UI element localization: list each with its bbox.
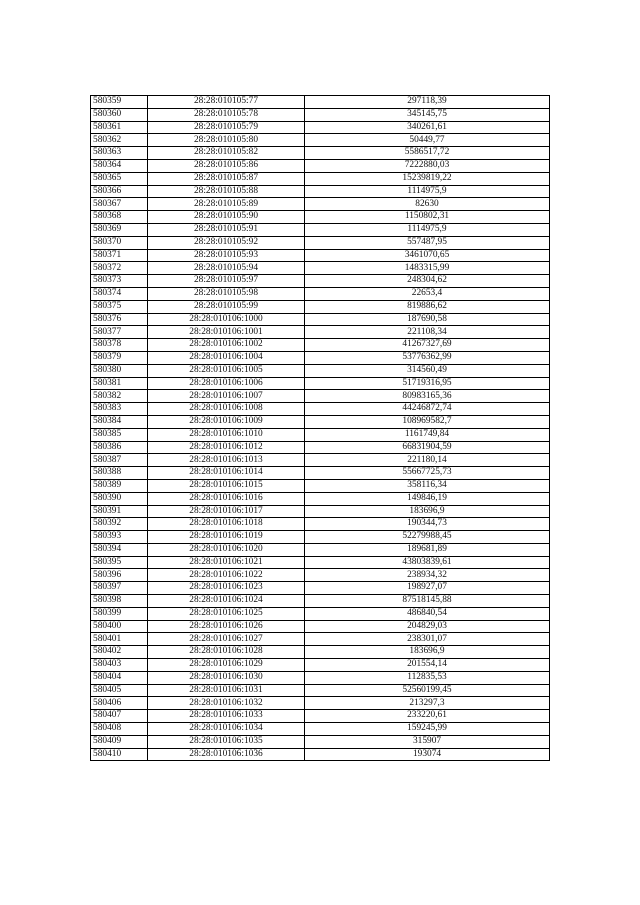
row-number-cell: 580371: [91, 249, 148, 262]
cadastral-value-cell: 82630: [305, 198, 550, 211]
cadastral-number-cell: 28:28:010106:1016: [148, 492, 305, 505]
table-row: [91, 121, 550, 134]
table-row: [91, 300, 550, 313]
table-row: [91, 185, 550, 198]
table-row: [91, 531, 550, 544]
table-row: [91, 147, 550, 160]
row-number-cell: 580407: [91, 710, 148, 723]
row-number-cell: 580404: [91, 671, 148, 684]
cadastral-value-cell: 297118,39: [305, 96, 550, 109]
table-row: [91, 710, 550, 723]
cadastral-number-cell: 28:28:010106:1029: [148, 659, 305, 672]
table-row: [91, 595, 550, 608]
cadastral-value-cell: 213297,3: [305, 697, 550, 710]
table-row: [91, 326, 550, 339]
row-number-cell: 580384: [91, 415, 148, 428]
row-number-cell: 580400: [91, 620, 148, 633]
cadastral-value-cell: 238934,32: [305, 569, 550, 582]
cadastral-value-cell: 44246872,74: [305, 403, 550, 416]
cadastral-number-cell: 28:28:010105:90: [148, 211, 305, 224]
table-row: [91, 659, 550, 672]
table-row: [91, 454, 550, 467]
table-row: [91, 441, 550, 454]
table-row: [91, 543, 550, 556]
row-number-cell: 580395: [91, 556, 148, 569]
table-body: [91, 96, 550, 761]
cadastral-value-cell: 189681,89: [305, 543, 550, 556]
table-row: [91, 313, 550, 326]
table-row: [91, 748, 550, 761]
cadastral-number-cell: 28:28:010106:1023: [148, 582, 305, 595]
row-number-cell: 580365: [91, 172, 148, 185]
table-row: [91, 428, 550, 441]
cadastral-value-cell: 1114975,9: [305, 223, 550, 236]
row-number-cell: 580372: [91, 262, 148, 275]
cadastral-value-cell: 1114975,9: [305, 185, 550, 198]
cadastral-value-cell: 5586517,72: [305, 147, 550, 160]
table-row: [91, 236, 550, 249]
cadastral-number-cell: 28:28:010105:92: [148, 236, 305, 249]
cadastral-number-cell: 28:28:010106:1007: [148, 390, 305, 403]
cadastral-number-cell: 28:28:010106:1031: [148, 684, 305, 697]
row-number-cell: 580409: [91, 735, 148, 748]
cadastral-value-cell: 41267327,69: [305, 339, 550, 352]
cadastral-number-cell: 28:28:010105:88: [148, 185, 305, 198]
cadastral-number-cell: 28:28:010106:1002: [148, 339, 305, 352]
row-number-cell: 580391: [91, 505, 148, 518]
cadastral-value-cell: 87518145,88: [305, 595, 550, 608]
row-number-cell: 580385: [91, 428, 148, 441]
table-row: [91, 518, 550, 531]
row-number-cell: 580360: [91, 108, 148, 121]
cadastral-value-cell: 55667725,73: [305, 467, 550, 480]
table-row: [91, 223, 550, 236]
table-row: [91, 339, 550, 352]
row-number-cell: 580379: [91, 351, 148, 364]
table-row: [91, 646, 550, 659]
cadastral-value-cell: 1161749,84: [305, 428, 550, 441]
cadastral-number-cell: 28:28:010105:80: [148, 134, 305, 147]
table-row: [91, 415, 550, 428]
row-number-cell: 580405: [91, 684, 148, 697]
table-row: [91, 390, 550, 403]
cadastral-number-cell: 28:28:010106:1008: [148, 403, 305, 416]
row-number-cell: 580367: [91, 198, 148, 211]
table-row: [91, 403, 550, 416]
cadastral-number-cell: 28:28:010106:1017: [148, 505, 305, 518]
cadastral-value-cell: 183696,9: [305, 646, 550, 659]
cadastral-number-cell: 28:28:010106:1026: [148, 620, 305, 633]
table-row: [91, 671, 550, 684]
cadastral-value-cell: 15239819,22: [305, 172, 550, 185]
table-row: [91, 684, 550, 697]
cadastral-value-cell: 238301,07: [305, 633, 550, 646]
table-row: [91, 723, 550, 736]
row-number-cell: 580373: [91, 275, 148, 288]
cadastral-value-cell: 52560199,45: [305, 684, 550, 697]
row-number-cell: 580402: [91, 646, 148, 659]
cadastral-value-cell: 314560,49: [305, 364, 550, 377]
cadastral-value-cell: 198927,07: [305, 582, 550, 595]
cadastral-value-cell: 557487,95: [305, 236, 550, 249]
row-number-cell: 580382: [91, 390, 148, 403]
table-row: [91, 492, 550, 505]
row-number-cell: 580361: [91, 121, 148, 134]
row-number-cell: 580359: [91, 96, 148, 109]
cadastral-value-cell: 201554,14: [305, 659, 550, 672]
cadastral-number-cell: 28:28:010106:1018: [148, 518, 305, 531]
cadastral-value-cell: 315907: [305, 735, 550, 748]
cadastral-number-cell: 28:28:010106:1033: [148, 710, 305, 723]
cadastral-number-cell: 28:28:010106:1014: [148, 467, 305, 480]
table-row: [91, 275, 550, 288]
row-number-cell: 580375: [91, 300, 148, 313]
cadastral-value-cell: 204829,03: [305, 620, 550, 633]
cadastral-number-cell: 28:28:010105:97: [148, 275, 305, 288]
cadastral-value-cell: 340261,61: [305, 121, 550, 134]
table-row: [91, 351, 550, 364]
cadastral-number-cell: 28:28:010106:1024: [148, 595, 305, 608]
cadastral-value-cell: 50449,77: [305, 134, 550, 147]
cadastral-value-cell: 358116,34: [305, 479, 550, 492]
table-row: [91, 633, 550, 646]
cadastral-value-cell: 66831904,59: [305, 441, 550, 454]
row-number-cell: 580398: [91, 595, 148, 608]
row-number-cell: 580394: [91, 543, 148, 556]
table-row: [91, 249, 550, 262]
row-number-cell: 580399: [91, 607, 148, 620]
row-number-cell: 580390: [91, 492, 148, 505]
row-number-cell: 580362: [91, 134, 148, 147]
table-row: [91, 467, 550, 480]
cadastral-value-cell: 51719316,95: [305, 377, 550, 390]
cadastral-number-cell: 28:28:010105:79: [148, 121, 305, 134]
cadastral-value-cell: 819886,62: [305, 300, 550, 313]
cadastral-number-cell: 28:28:010105:99: [148, 300, 305, 313]
cadastral-number-cell: 28:28:010106:1021: [148, 556, 305, 569]
cadastral-value-cell: 486840,54: [305, 607, 550, 620]
table-row: [91, 211, 550, 224]
cadastral-number-cell: 28:28:010106:1004: [148, 351, 305, 364]
cadastral-number-cell: 28:28:010106:1010: [148, 428, 305, 441]
table-row: [91, 479, 550, 492]
cadastral-number-cell: 28:28:010106:1015: [148, 479, 305, 492]
cadastral-value-cell: 1150802,31: [305, 211, 550, 224]
cadastral-number-cell: 28:28:010105:86: [148, 159, 305, 172]
table-row: [91, 96, 550, 109]
cadastral-number-cell: 28:28:010105:89: [148, 198, 305, 211]
table-row: [91, 569, 550, 582]
table-row: [91, 159, 550, 172]
cadastral-value-cell: 43803839,61: [305, 556, 550, 569]
table-row: [91, 172, 550, 185]
cadastral-number-cell: 28:28:010106:1034: [148, 723, 305, 736]
row-number-cell: 580381: [91, 377, 148, 390]
cadastral-number-cell: 28:28:010105:93: [148, 249, 305, 262]
cadastral-value-cell: 248304,62: [305, 275, 550, 288]
cadastral-number-cell: 28:28:010106:1020: [148, 543, 305, 556]
cadastral-number-cell: 28:28:010106:1012: [148, 441, 305, 454]
cadastral-value-cell: 193074: [305, 748, 550, 761]
table-row: [91, 556, 550, 569]
cadastral-value-cell: 149846,19: [305, 492, 550, 505]
row-number-cell: 580401: [91, 633, 148, 646]
table-row: [91, 620, 550, 633]
cadastral-number-cell: 28:28:010106:1028: [148, 646, 305, 659]
row-number-cell: 580363: [91, 147, 148, 160]
cadastral-value-cell: 183696,9: [305, 505, 550, 518]
cadastral-value-cell: 53776362,99: [305, 351, 550, 364]
row-number-cell: 580410: [91, 748, 148, 761]
cadastral-number-cell: 28:28:010106:1006: [148, 377, 305, 390]
cadastral-number-cell: 28:28:010105:98: [148, 287, 305, 300]
row-number-cell: 580374: [91, 287, 148, 300]
cadastral-number-cell: 28:28:010106:1025: [148, 607, 305, 620]
row-number-cell: 580393: [91, 531, 148, 544]
cadastral-value-cell: 7222880,03: [305, 159, 550, 172]
cadastral-number-cell: 28:28:010106:1005: [148, 364, 305, 377]
cadastral-number-cell: 28:28:010105:94: [148, 262, 305, 275]
row-number-cell: 580388: [91, 467, 148, 480]
cadastral-value-cell: 1483315,99: [305, 262, 550, 275]
row-number-cell: 580396: [91, 569, 148, 582]
row-number-cell: 580387: [91, 454, 148, 467]
cadastral-number-cell: 28:28:010106:1001: [148, 326, 305, 339]
cadastral-number-cell: 28:28:010106:1032: [148, 697, 305, 710]
cadastral-value-cell: 190344,73: [305, 518, 550, 531]
cadastral-number-cell: 28:28:010105:82: [148, 147, 305, 160]
cadastral-value-cell: 52279988,45: [305, 531, 550, 544]
table-row: [91, 582, 550, 595]
table-row: [91, 134, 550, 147]
cadastral-number-cell: 28:28:010106:1019: [148, 531, 305, 544]
cadastral-value-cell: 3461070,65: [305, 249, 550, 262]
row-number-cell: 580383: [91, 403, 148, 416]
cadastral-number-cell: 28:28:010106:1013: [148, 454, 305, 467]
cadastral-value-table: [90, 95, 550, 761]
cadastral-number-cell: 28:28:010106:1035: [148, 735, 305, 748]
cadastral-number-cell: 28:28:010106:1009: [148, 415, 305, 428]
cadastral-number-cell: 28:28:010106:1030: [148, 671, 305, 684]
row-number-cell: 580386: [91, 441, 148, 454]
cadastral-number-cell: 28:28:010106:1027: [148, 633, 305, 646]
row-number-cell: 580408: [91, 723, 148, 736]
row-number-cell: 580376: [91, 313, 148, 326]
cadastral-value-cell: 159245,99: [305, 723, 550, 736]
row-number-cell: 580406: [91, 697, 148, 710]
cadastral-value-cell: 345145,75: [305, 108, 550, 121]
row-number-cell: 580364: [91, 159, 148, 172]
table-row: [91, 364, 550, 377]
cadastral-number-cell: 28:28:010105:77: [148, 96, 305, 109]
table-row: [91, 198, 550, 211]
table-row: [91, 735, 550, 748]
cadastral-value-cell: 221180,14: [305, 454, 550, 467]
cadastral-value-cell: 112835,53: [305, 671, 550, 684]
cadastral-number-cell: 28:28:010105:78: [148, 108, 305, 121]
row-number-cell: 580397: [91, 582, 148, 595]
row-number-cell: 580392: [91, 518, 148, 531]
cadastral-number-cell: 28:28:010106:1000: [148, 313, 305, 326]
cadastral-number-cell: 28:28:010105:87: [148, 172, 305, 185]
table-row: [91, 505, 550, 518]
row-number-cell: 580380: [91, 364, 148, 377]
cadastral-value-cell: 233220,61: [305, 710, 550, 723]
row-number-cell: 580366: [91, 185, 148, 198]
row-number-cell: 580369: [91, 223, 148, 236]
cadastral-value-cell: 80983165,36: [305, 390, 550, 403]
row-number-cell: 580377: [91, 326, 148, 339]
table-row: [91, 262, 550, 275]
cadastral-value-cell: 22653,4: [305, 287, 550, 300]
table-row: [91, 697, 550, 710]
cadastral-value-cell: 108969582,7: [305, 415, 550, 428]
table-row: [91, 607, 550, 620]
row-number-cell: 580378: [91, 339, 148, 352]
row-number-cell: 580389: [91, 479, 148, 492]
cadastral-number-cell: 28:28:010105:91: [148, 223, 305, 236]
row-number-cell: 580403: [91, 659, 148, 672]
table-row: [91, 377, 550, 390]
table-row: [91, 287, 550, 300]
cadastral-value-cell: 221108,34: [305, 326, 550, 339]
cadastral-number-cell: 28:28:010106:1036: [148, 748, 305, 761]
table-row: [91, 108, 550, 121]
row-number-cell: 580368: [91, 211, 148, 224]
cadastral-value-cell: 187690,58: [305, 313, 550, 326]
row-number-cell: 580370: [91, 236, 148, 249]
cadastral-number-cell: 28:28:010106:1022: [148, 569, 305, 582]
